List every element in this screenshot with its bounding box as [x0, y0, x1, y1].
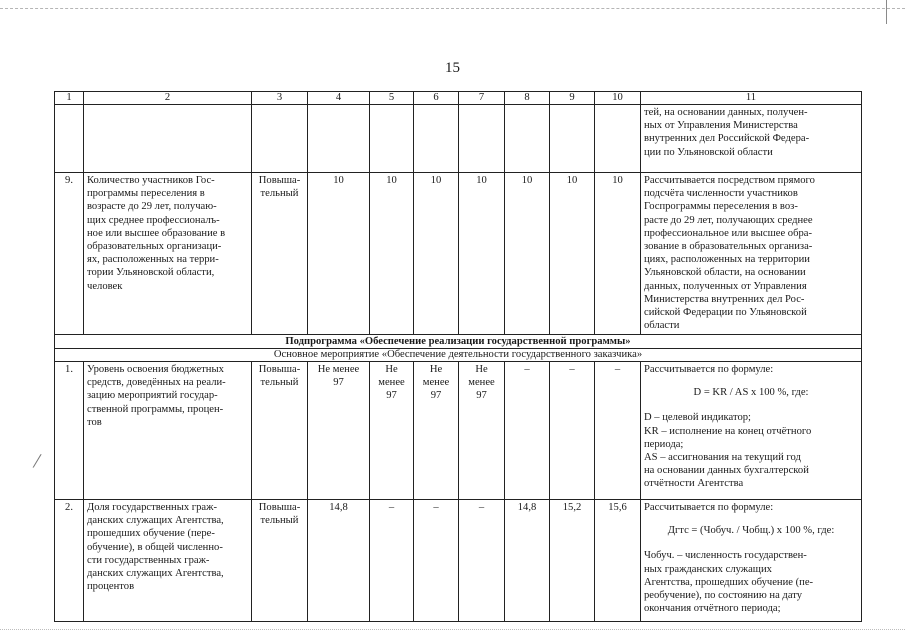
main-event-title: Основное мероприятие «Обеспечение деятельности государственного заказчика»: [55, 349, 862, 362]
method-cell: Рассчитывается посредством прямого подсчёта численности участников Госпрограммы переселения в воз- расте до 29 лет, получающих среднее профессиональное или высшее обра- зование в образовательных организа- циях, расположенных на территории Ульяновской области, на основании данных, полученных от Управления Министерства внутренних дел Рос- сийской Федерации по Ульяновской области: [641, 173, 862, 335]
header-cell: 1: [55, 92, 84, 105]
header-cell: 8: [505, 92, 550, 105]
value-cell: 14,8: [308, 500, 370, 622]
table-cell: [505, 105, 550, 173]
value-cell: 10: [550, 173, 595, 335]
table-row-9: [55, 173, 862, 335]
table-cell: [595, 105, 641, 173]
value-cell: 14,8: [505, 500, 550, 622]
formula: Дгтс = (Чобуч. / Чобщ.) x 100 %, где:: [667, 525, 835, 537]
table-row-2: [55, 500, 862, 622]
scan-edge-bottom: [0, 629, 905, 640]
method-cell: [641, 500, 862, 622]
header-cell: 11: [641, 92, 862, 105]
value-cell: –: [550, 362, 595, 500]
header-cell: 10: [595, 92, 641, 105]
continuation-row: [55, 105, 862, 173]
method-cell: тей, на основании данных, получен- ных от Управления Министерства внутренних дел Российской Федера- ции по Ульяновской области: [641, 105, 862, 173]
value-cell: 15,2: [550, 500, 595, 622]
scan-edge-top: [0, 0, 905, 9]
value-cell: Не менее 97: [414, 362, 459, 500]
table-cell: [55, 105, 84, 173]
scan-edge-right: [886, 0, 897, 24]
margin-pencil-mark: /: [31, 447, 43, 474]
indicator-type: Повыша- тельный: [252, 362, 308, 500]
value-cell: 10: [414, 173, 459, 335]
method-details: Чобуч. – численность государствен- ных гражданских служащих Агентства, прошедших обучение (пе- реобучение), по состоянию на дату окончания отчётного периода;: [644, 550, 814, 615]
header-cell: 6: [414, 92, 459, 105]
indicator-name: Доля государственных граж- данских служащих Агентства, прошедших обучение (пере- обучение), в общей численно- сти государственных граж- данских служащих Агентства, процентов: [84, 500, 252, 622]
value-cell: 10: [595, 173, 641, 335]
header-cell: 3: [252, 92, 308, 105]
header-cell: 7: [459, 92, 505, 105]
table-cell: [550, 105, 595, 173]
indicator-type: Повыша- тельный: [252, 500, 308, 622]
header-cell: 5: [370, 92, 414, 105]
main-event-row: [55, 349, 862, 362]
indicator-name: Уровень освоения бюджетных средств, доведённых на реали- зацию мероприятий государ- ственной программы, процен- тов: [84, 362, 252, 500]
header-cell: 9: [550, 92, 595, 105]
method-details: D – целевой индикатор; KR – исполнение на конец отчётного периода; AS – ассигнования на текущий год на основании данных бухгалтерской отчётности Агентства: [644, 412, 812, 490]
page-number: 15: [445, 60, 460, 76]
table-cell: [459, 105, 505, 173]
table-row-1: [55, 362, 862, 500]
row-number: 2.: [55, 500, 84, 622]
table-cell: [308, 105, 370, 173]
value-cell: –: [414, 500, 459, 622]
row-number: 9.: [55, 173, 84, 335]
formula: D = KR / AS x 100 %, где:: [693, 387, 809, 399]
indicator-type: Повыша- тельный: [252, 173, 308, 335]
column-number-row: [55, 92, 862, 105]
value-cell: –: [459, 500, 505, 622]
table-cell: [252, 105, 308, 173]
table-cell: [414, 105, 459, 173]
header-cell: 4: [308, 92, 370, 105]
indicators-table: [54, 91, 862, 622]
value-cell: 10: [308, 173, 370, 335]
method-intro: Рассчитывается по формуле:: [644, 364, 774, 375]
value-cell: –: [505, 362, 550, 500]
value-cell: Не менее 97: [459, 362, 505, 500]
method-cell: [641, 362, 862, 500]
indicator-name: Количество участников Гос- программы переселения в возрасте до 29 лет, получаю- щих среднее профессионалъ- ное или высшее образование в образовательных организаци- ях, расположенных на терри- тории Ульяновской области, человек: [84, 173, 252, 335]
value-cell: 10: [370, 173, 414, 335]
header-cell: 2: [84, 92, 252, 105]
value-cell: 10: [459, 173, 505, 335]
row-number: 1.: [55, 362, 84, 500]
value-cell: –: [370, 500, 414, 622]
value-cell: Не менее 97: [370, 362, 414, 500]
value-cell: Не менее 97: [308, 362, 370, 500]
value-cell: 10: [505, 173, 550, 335]
value-cell: 15,6: [595, 500, 641, 622]
table-cell: [370, 105, 414, 173]
method-intro: Рассчитывается по формуле:: [644, 502, 774, 513]
value-cell: –: [595, 362, 641, 500]
subprogram-row: [55, 335, 862, 349]
subprogram-title: Подпрограмма «Обеспечение реализации государственной программы»: [55, 335, 862, 349]
table-cell: [84, 105, 252, 173]
